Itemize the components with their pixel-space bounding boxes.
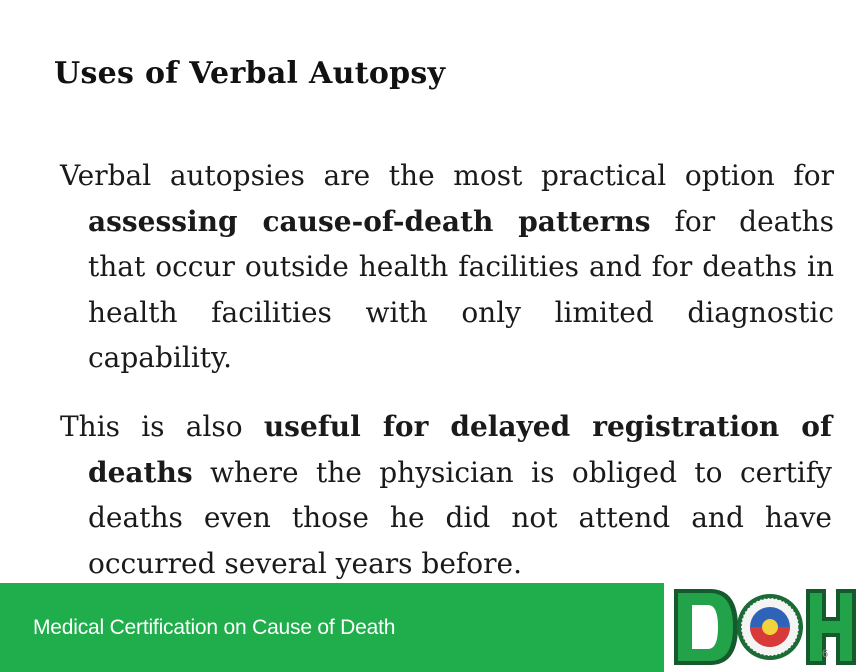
doh-logo-letter-d <box>674 589 738 665</box>
paragraph-1-text-end: for deaths that occur outside health facilities and for deaths in health facilities with only limited diagnostic capability. <box>88 204 834 374</box>
page-number: 6 <box>822 648 829 660</box>
paragraph-2-text-end: where the physician is obliged to certify deaths even those he did not attend and have occurred several years before. <box>88 455 832 580</box>
footer-label: Medical Certification on Cause of Death <box>33 616 396 639</box>
paragraph-1-text-start: Verbal autopsies are the most practical option for <box>60 159 834 192</box>
paragraph-delayed-registration <box>60 404 832 586</box>
paragraph-2-text-start: This is also <box>60 410 264 443</box>
doh-logo <box>670 585 860 669</box>
paragraph-verbal-autopsy-practical <box>60 153 834 381</box>
slide-title: Uses of Verbal Autopsy <box>54 56 446 91</box>
doh-logo-letter-h <box>806 589 856 665</box>
paragraph-2-emphasis: useful for delayed registration of deaths <box>88 410 832 489</box>
paragraph-1-emphasis: assessing cause-of-death patterns <box>88 204 651 238</box>
doh-seal-icon <box>737 594 803 660</box>
